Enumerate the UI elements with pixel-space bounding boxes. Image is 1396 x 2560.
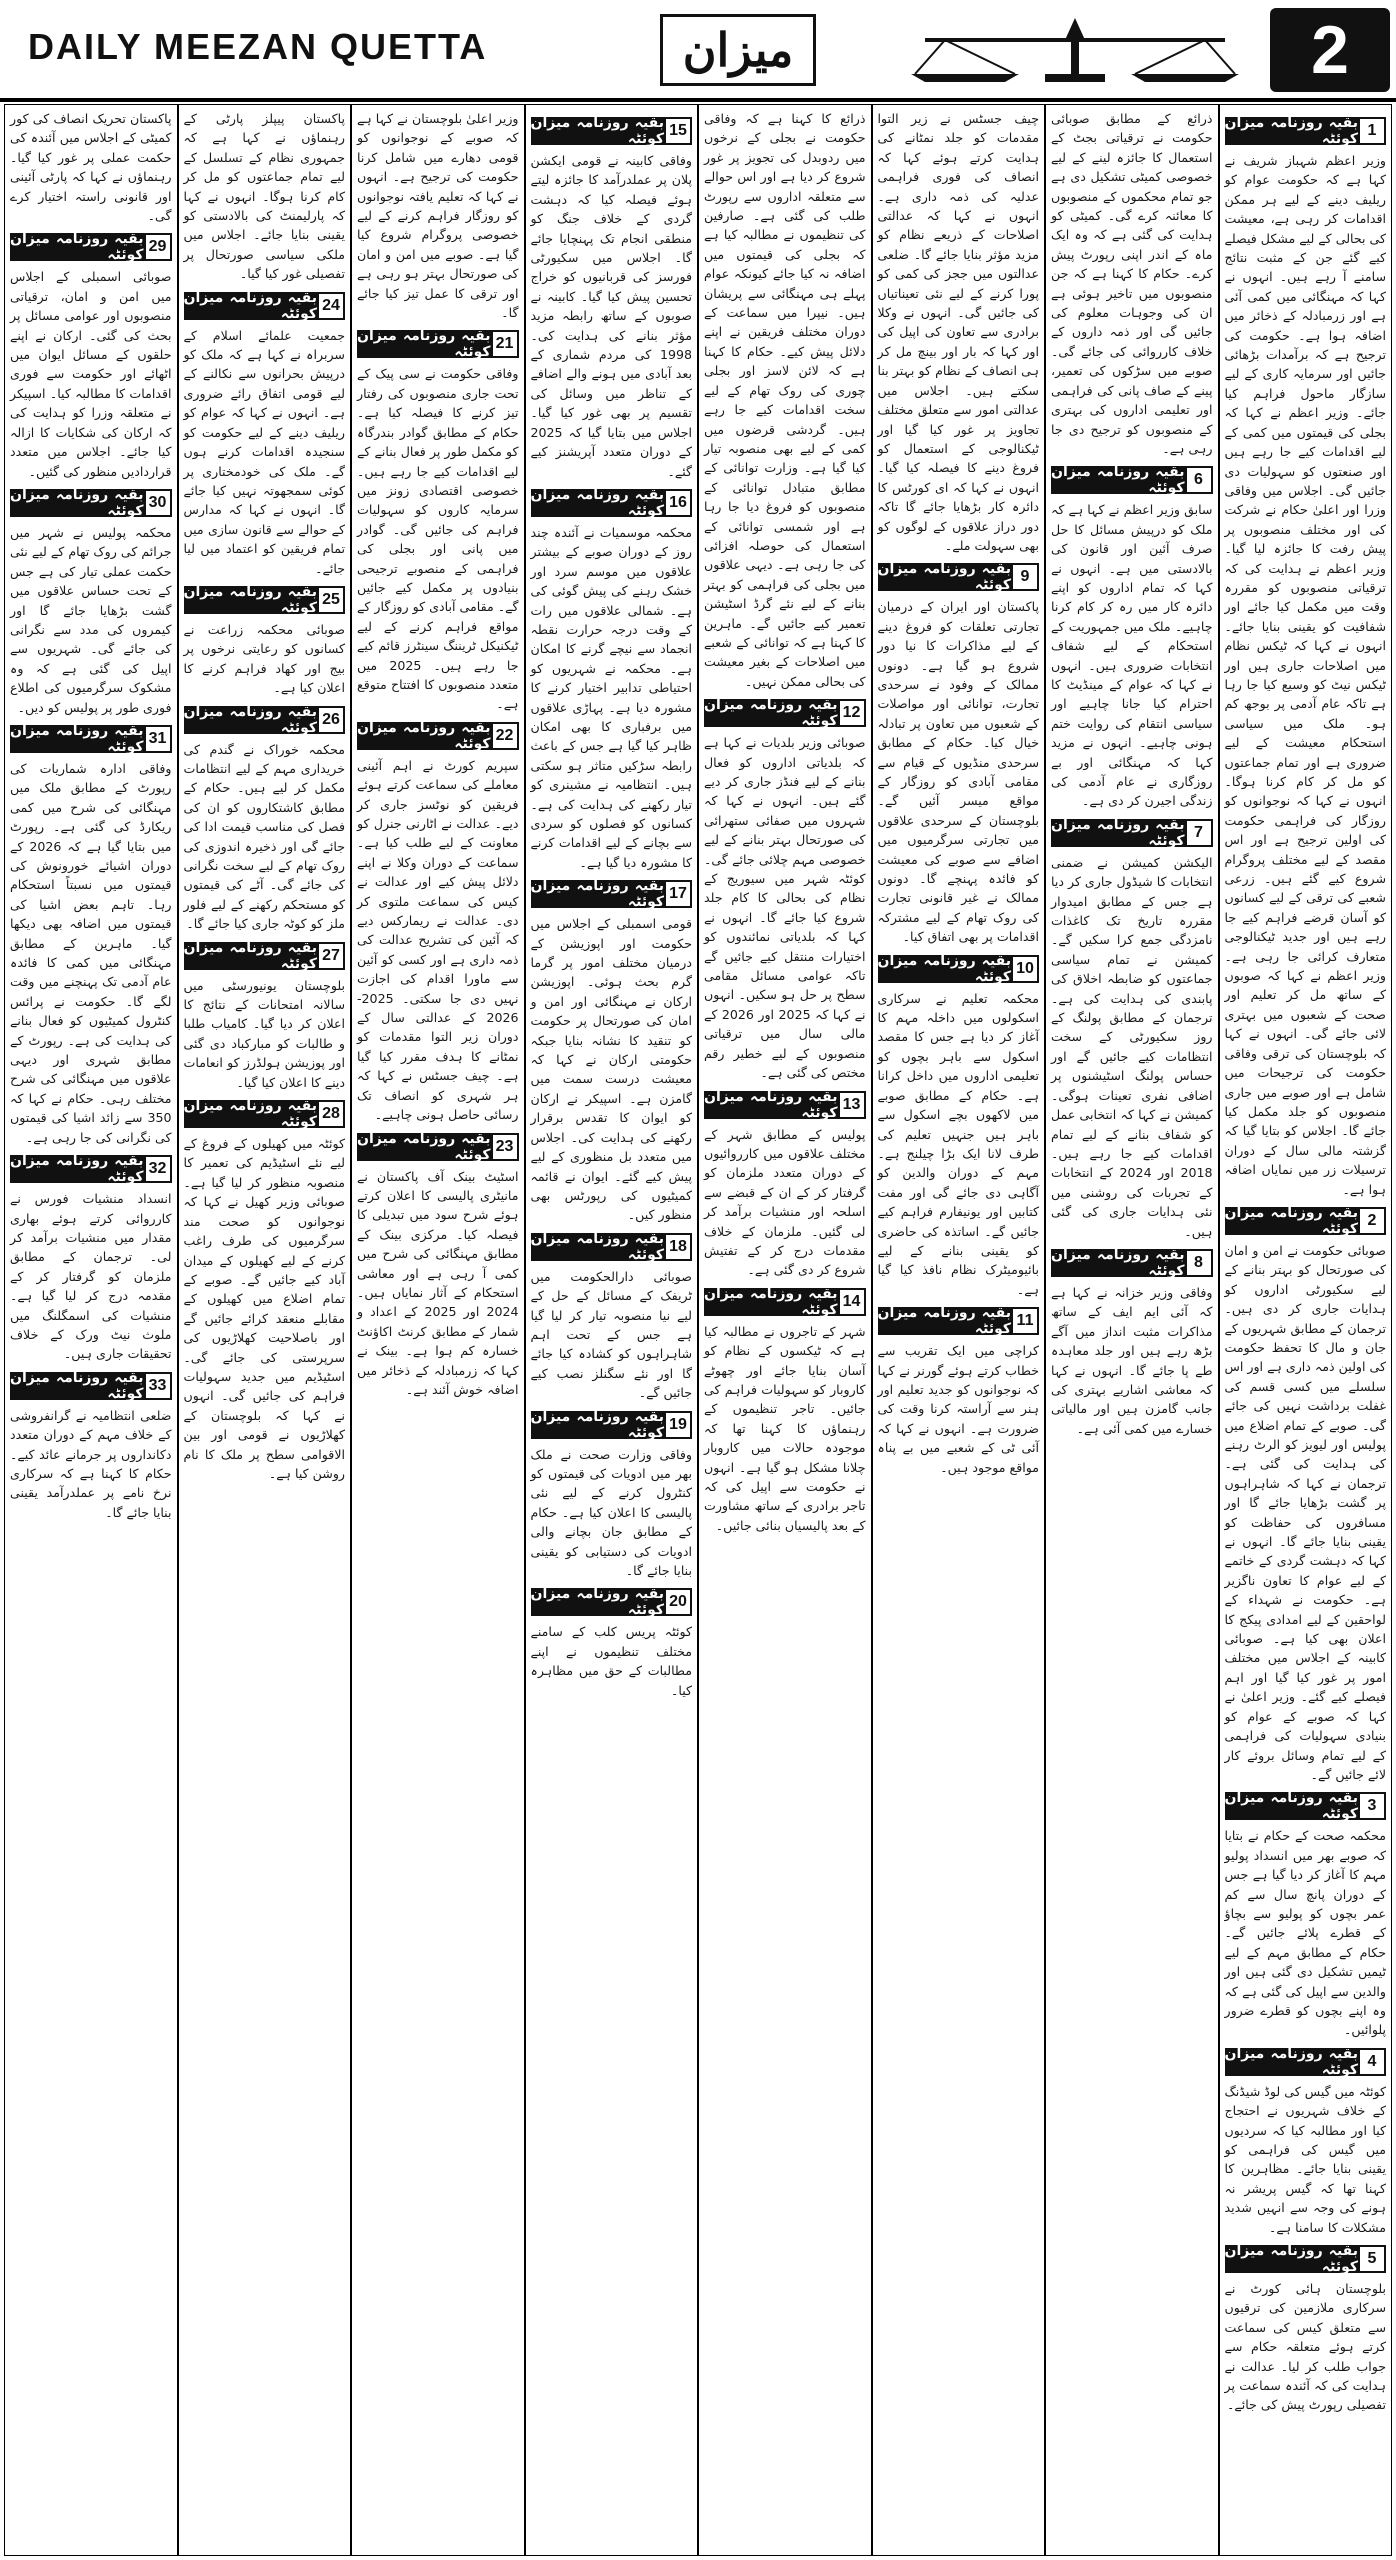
continuation-header — [704, 1285, 866, 1318]
story-number: 16 — [664, 489, 692, 517]
article-text: محکمہ تعلیم نے سرکاری اسکولوں میں داخلہ مہم کا آغاز کر دیا ہے جس کا مقصد اسکول سے باہر بچوں کو تعلیمی اداروں میں داخل کرانا ہے۔ حکام کے مطابق صوبے میں لاکھوں بچے اسکول سے باہر ہیں جنہیں تعلیم کی طرف لانا ایک بڑا چیلنج ہے۔ مہم کے دوران والدین کو آگاہی دی جائے گی اور مفت کتابیں اور یونیفارم فراہم کیے جائیں گے۔ اساتذہ کی حاضری کو یقینی بنانے کے لیے بائیومیٹرک نظام نافذ کیا گیا ہے۔ — [877, 990, 1039, 1297]
continuation-header — [10, 231, 172, 264]
article-text: صوبائی محکمہ زراعت نے کسانوں کو رعایتی نرخوں پر بیج اور کھاد فراہم کرنے کا اعلان کیا ہے۔ — [183, 621, 345, 696]
continuation-label: بقیہ روزنامہ میزان کوئٹہ — [1224, 2243, 1358, 2276]
continuation-label: بقیہ روزنامہ میزان کوئٹہ — [1224, 2045, 1358, 2078]
article-text: پاکستان اور ایران کے درمیان تجارتی تعلقات کو فروغ دینے کے لیے مذاکرات کا نیا دور شروع ہو گیا ہے۔ دونوں ممالک کے وفود نے سرحدی تجارت، توانائی اور مواصلات کے شعبوں میں تعاون پر تبادلہ خیال کیا۔ حکام کے مطابق سرحدی منڈیوں کے قیام سے مقامی آبادی کو روزگار کے مواقع میسر آئیں گے۔ بلوچستان کے سرحدی علاقوں میں تجارتی سرگرمیوں میں اضافے سے صوبے کی معیشت کو فائدہ پہنچے گا۔ دونوں ممالک نے غیر قانونی تجارت کی روک تھام کے لیے مشترکہ اقدامات پر بھی اتفاق کیا۔ — [877, 599, 1039, 945]
continuation-header — [183, 289, 346, 322]
continuation-label: بقیہ روزنامہ میزان کوئٹہ — [357, 328, 491, 361]
story-number: 18 — [664, 1233, 692, 1261]
article-text: محکمہ صحت کے حکام نے بتایا کہ صوبے بھر میں انسداد پولیو مہم کا آغاز کر دیا گیا ہے جس کے دوران پانچ سال سے کم عمر بچوں کو پولیو سے بچاؤ کے قطرے پلائے جائیں گے۔ حکام کے مطابق مہم کے لیے ٹیمیں تشکیل دی گئی ہیں اور والدین سے اپیل کی گئی ہے کہ وہ اپنے بچوں کو قطرے ضرور پلوائیں۔ — [1224, 1828, 1386, 2038]
continuation-label: بقیہ روزنامہ میزان کوئٹہ — [704, 697, 838, 730]
article-text: سپریم کورٹ نے اہم آئینی معاملے کی سماعت کرتے ہوئے فریقین کو نوٹسز جاری کر دیے۔ عدالت نے اٹارنی جنرل کو معاونت کے لیے طلب کیا ہے۔ سماعت کے دوران وکلا نے اپنے دلائل پیش کیے اور عدالت نے کیس کی سماعت ملتوی کر دی۔ عدالت نے ریمارکس دیے کہ آئین کی تشریح عدالت کی ذمہ داری ہے اور کسی کو آئین سے ماورا اقدام کی اجازت نہیں دی جا سکتی۔ 2025-2026 کے عدالتی سال کے دوران زیر التوا مقدمات کو نمٹانے کا ہدف مقرر کیا گیا ہے۔ چیف جسٹس نے کہا کہ ہر شہری کو انصاف تک رسائی حاصل ہونی چاہیے۔ — [357, 757, 519, 1123]
continuation-header — [530, 878, 693, 911]
continuation-header — [1224, 2045, 1387, 2078]
news-column — [1218, 105, 1392, 2555]
story-number: 10 — [1011, 955, 1039, 983]
continuation-label: بقیہ روزنامہ میزان کوئٹہ — [357, 1130, 491, 1163]
continuation-label: بقیہ روزنامہ میزان کوئٹہ — [1224, 115, 1358, 147]
continuation-header — [531, 117, 693, 145]
continuation-header — [1051, 464, 1213, 497]
newspaper-logo — [660, 14, 816, 86]
article-text: صوبائی وزیر بلدیات نے کہا ہے کہ بلدیاتی اداروں کو فعال بنانے کے لیے فنڈز جاری کر دیے گئے ہیں۔ انہوں نے کہا کہ شہروں میں صفائی ستھرائی کی صورتحال بہتر بنانے کے لیے خصوصی مہم چلائی جائے گی۔ کوئٹہ شہر میں سیوریج کے نظام کی بحالی کا کام جلد شروع کیا جائے گا۔ انہوں نے کہا کہ بلدیاتی نمائندوں کو اختیارات منتقل کیے جائیں گے تاکہ عوامی مسائل مقامی سطح پر حل ہو سکیں۔ انہوں نے کہا کہ 2025 اور 2026 کے مالی سال میں ترقیاتی منصوبوں کے لیے خطیر رقم مختص کی گئی ہے۔ — [704, 735, 866, 1081]
logo-text: میزان — [682, 23, 794, 77]
article-text: شہر کے تاجروں نے مطالبہ کیا ہے کہ ٹیکسوں کے نظام کو آسان بنایا جائے اور چھوٹے کاروبار کو سہولیات فراہم کی جائیں۔ تاجر تنظیموں کے رہنماؤں کا کہنا تھا کہ موجودہ حالات میں کاروبار چلانا مشکل ہو گیا ہے۔ انہوں نے حکومت سے اپیل کی کہ تاجر برادری کے ساتھ مشاورت کے بعد پالیسیاں بنائی جائیں۔ — [704, 1323, 866, 1533]
story-number: 21 — [491, 330, 519, 358]
article-text: بلوچستان ہائی کورٹ نے سرکاری ملازمین کی ترقیوں سے متعلق کیس کی سماعت کرتے ہوئے متعلقہ حکام سے جواب طلب کر لیا۔ عدالت نے ہدایت کی کہ آئندہ سماعت پر تفصیلی رپورٹ پیش کی جائے۔ — [1224, 2281, 1386, 2413]
story-number: 2 — [1358, 1207, 1386, 1235]
article-text: ذرائع کا کہنا ہے کہ وفاقی حکومت نے بجلی کے نرخوں میں ردوبدل کی تجویز پر غور شروع کر دیا ہے اور اس حوالے سے متعلقہ اداروں سے رپورٹ طلب کی گئی ہے۔ صارفین کی تنظیموں نے مطالبہ کیا ہے کہ بجلی کی قیمتوں میں اضافہ نہ کیا جائے کیونکہ عوام پہلے ہی مہنگائی سے پریشان ہیں۔ نیپرا میں سماعت کے دوران مختلف فریقین نے اپنے دلائل پیش کیے۔ حکام کا کہنا ہے کہ لائن لاسز اور بجلی چوری کی روک تھام کے لیے سخت اقدامات کیے جا رہے ہیں۔ گردشی قرضوں میں کمی کے لیے بھی منصوبہ تیار کیا گیا ہے۔ وزارت توانائی کے مطابق متبادل توانائی کے منصوبوں کو فروغ دیا جا رہا ہے اور شمسی توانائی کے استعمال کی حوصلہ افزائی کی جا رہی ہے۔ دیہی علاقوں میں بجلی کی فراہمی کو بہتر بنانے کے لیے نئے گرڈ اسٹیشن تعمیر کیے جائیں گے۔ ماہرین کا کہنا ہے کہ توانائی کے شعبے میں اصلاحات کے بغیر معیشت کی بحالی ممکن نہیں۔ — [704, 111, 866, 689]
article-text: وفاقی حکومت نے سی پیک کے تحت جاری منصوبوں کی رفتار تیز کرنے کا فیصلہ کیا ہے۔ حکام کے مطابق گوادر بندرگاہ کو مکمل طور پر فعال بنانے کے لیے اقدامات کیے جا رہے ہیں۔ خصوصی اقتصادی زونز میں سرمایہ کاروں کو سہولیات فراہم کی جائیں گی۔ گوادر میں پانی اور بجلی کی فراہمی کے منصوبے ترجیحی بنیادوں پر مکمل کیے جائیں گے۔ مقامی آبادی کو روزگار کے مواقع فراہم کرنے کے لیے ٹیکنیکل ٹریننگ سینٹرز قائم کیے جا رہے ہیں۔ 2025 میں متعدد منصوبوں کا افتتاح متوقع ہے۔ — [357, 366, 519, 712]
story-number: 29 — [144, 233, 172, 261]
article-text: انسداد منشیات فورس نے کارروائی کرتے ہوئے بھاری مقدار میں منشیات برآمد کر لی۔ ترجمان کے مطابق ملزمان کو گرفتار کر کے مقدمہ درج کر لیا گیا ہے۔ منشیات کی اسمگلنگ میں ملوث نیٹ ورک کے خلاف تحقیقات جاری ہیں۔ — [10, 1191, 172, 1362]
continuation-label: بقیہ روزنامہ میزان کوئٹہ — [530, 1586, 664, 1619]
article-text: وفاقی ادارہ شماریات کی رپورٹ کے مطابق ملک میں مہنگائی کی شرح میں کمی ریکارڈ کی گئی ہے۔ رپورٹ میں بتایا گیا ہے کہ 2026 کے دوران اشیائے خورونوش کی قیمتوں میں نسبتاً استحکام رہا۔ تاہم بعض اشیا کی قیمتوں میں اضافہ بھی دیکھا گیا۔ ماہرین کے مطابق مہنگائی میں کمی کا فائدہ عام آدمی تک پہنچنے میں وقت لگے گا۔ حکومت نے پرائس کنٹرول کمیٹیوں کو فعال بنانے کی ہدایت کی ہے۔ رپورٹ کے مطابق شہری اور دیہی علاقوں میں مہنگائی کی شرح مختلف رہی۔ حکام نے کہا کہ 350 سے زائد اشیا کی قیمتوں کی نگرانی کی جا رہی ہے۔ — [10, 760, 172, 1145]
continuation-header — [357, 328, 519, 361]
masthead — [0, 0, 1396, 102]
article-text: صوبائی دارالحکومت میں ٹریفک کے مسائل کے حل کے لیے نیا منصوبہ تیار کر لیا گیا ہے جس کے تحت اہم شاہراہوں کو کشادہ کیا جائے گا اور نئے سگنلز نصب کیے جائیں گے۔ — [530, 1268, 692, 1401]
continuation-header — [1224, 1790, 1387, 1823]
article-text: پاکستان پیپلز پارٹی کے رہنماؤں نے کہا ہے کہ جمہوری نظام کے تسلسل کے لیے تمام جماعتوں کو مل کر کام کرنا ہوگا۔ انہوں نے کہا کہ پارلیمنٹ کی بالادستی کو یقینی بنایا جائے۔ اجلاس میں ملکی سیاسی صورتحال پر تفصیلی غور کیا گیا۔ — [183, 111, 345, 282]
continuation-header — [1051, 816, 1213, 849]
continuation-header — [704, 1088, 866, 1121]
article-text: محکمہ پولیس نے شہر میں جرائم کی روک تھام کے لیے نئی حکمت عملی تیار کی ہے جس کے تحت حساس علاقوں میں گشت بڑھایا جائے گا اور کیمروں کی مدد سے نگرانی کی جائے گی۔ شہریوں سے اپیل کی گئی ہے کہ وہ مشکوک سرگرمیوں کی اطلاع فوری طور پر پولیس کو دیں۔ — [10, 524, 172, 715]
continuation-label: بقیہ روزنامہ میزان کوئٹہ — [1224, 1204, 1358, 1237]
continuation-label: بقیہ روزنامہ میزان کوئٹہ — [877, 1305, 1011, 1338]
continuation-header — [10, 1369, 172, 1402]
story-number: 19 — [664, 1411, 692, 1439]
article-text: محکمہ خوراک نے گندم کی خریداری مہم کے لیے انتظامات مکمل کر لیے ہیں۔ حکام کے مطابق کاشتکاروں کو ان کی فصل کی مناسب قیمت ادا کی جائے گی اور ذخیرہ اندوزی کی روک تھام کے لیے سخت نگرانی کی جائے گی۔ آٹے کی قیمتوں کو مستحکم رکھنے کے لیے فلور ملز کو کوٹہ جاری کیا جائے گا۔ — [183, 741, 345, 932]
continuation-header — [877, 561, 1040, 594]
article-text: کوئٹہ میں گیس کی لوڈ شیڈنگ کے خلاف شہریوں نے احتجاج کیا اور مطالبہ کیا کہ سردیوں میں گیس کی فراہمی کو یقینی بنایا جائے۔ مظاہرین کا کہنا تھا کہ گیس پریشر نہ ہونے کی وجہ سے انہیں شدید مشکلات کا سامنا ہے۔ — [1224, 2083, 1386, 2235]
continuation-header — [183, 1098, 346, 1131]
page-number-badge — [1270, 8, 1390, 92]
continuation-header — [530, 486, 693, 519]
article-text: پولیس کے مطابق شہر کے مختلف علاقوں میں کارروائیوں کے دوران متعدد ملزمان کو گرفتار کر کے ان کے قبضے سے اسلحہ اور منشیات برآمد کر لی گئیں۔ ملزمان کے خلاف مقدمات درج کر کے تفتیش شروع کر دی گئی ہے۔ — [704, 1126, 866, 1278]
continuation-header — [530, 1586, 693, 1619]
continuation-label: بقیہ روزنامہ میزان کوئٹہ — [704, 1088, 838, 1121]
continuation-header — [530, 1230, 693, 1263]
news-column — [350, 105, 524, 2555]
news-column — [177, 105, 351, 2555]
article-text: سابق وزیر اعظم نے کہا ہے کہ ملک کو درپیش مسائل کا حل صرف آئین اور قانون کی بالادستی میں ہے۔ انہوں نے کہا کہ تمام اداروں کو اپنے دائرہ کار میں رہ کر کام کرنا چاہیے۔ ملک میں جمہوریت کے استحکام کے لیے شفاف انتخابات ضروری ہیں۔ انہوں نے کہا کہ عوام کے مینڈیٹ کا احترام کیا جانا چاہیے اور سیاسی انتقام کی روایت ختم ہونی چاہیے۔ انہوں نے مزید کہا کہ مہنگائی اور بے روزگاری نے عام آدمی کی زندگی اجیرن کر دی ہے۔ — [1051, 502, 1213, 809]
continuation-label: بقیہ روزنامہ میزان کوئٹہ — [10, 1369, 144, 1402]
article-text: کوئٹہ پریس کلب کے سامنے مختلف تنظیموں نے اپنے مطالبات کے حق میں مظاہرہ کیا۔ — [530, 1624, 692, 1698]
article-text: ضلعی انتظامیہ نے گرانفروشی کے خلاف مہم کے دوران متعدد دکانداروں پر جرمانے عائد کیے۔ حکام کا کہنا ہے کہ سرکاری نرخ نامے پر عملدرآمد یقینی بنایا جائے گا۔ — [10, 1407, 172, 1520]
story-number: 26 — [317, 706, 345, 734]
news-column — [697, 105, 871, 2555]
news-column — [871, 105, 1045, 2555]
continuation-header — [1224, 2243, 1387, 2276]
article-text: ذرائع کے مطابق صوبائی حکومت نے ترقیاتی بجٹ کے استعمال کا جائزہ لینے کے لیے خصوصی کمیٹی تشکیل دی ہے جو تمام محکموں کے منصوبوں کا معائنہ کرے گی۔ کمیٹی کو ہدایت کی گئی ہے کہ وہ ایک ماہ کے اندر اپنی رپورٹ پیش کرے۔ حکام کا کہنا ہے کہ جن منصوبوں میں تاخیر ہوئی ہے ان کی وجوہات معلوم کی جائیں گی اور ذمہ داروں کے خلاف کارروائی کی جائے گی۔ صوبے میں سڑکوں کی تعمیر، پینے کے صاف پانی کی فراہمی اور تعلیمی اداروں کی بہتری کے منصوبوں کو ترجیح دی جا رہی ہے۔ — [1051, 111, 1213, 456]
story-number: 20 — [664, 1588, 692, 1616]
news-column — [1044, 105, 1218, 2555]
continuation-header — [877, 952, 1040, 985]
continuation-label: بقیہ روزنامہ میزان کوئٹہ — [1224, 1790, 1358, 1823]
continuation-label: بقیہ روزنامہ میزان کوئٹہ — [530, 878, 664, 911]
article-text: قومی اسمبلی کے اجلاس میں حکومت اور اپوزیشن کے درمیان مختلف امور پر گرما گرم بحث ہوئی۔ اپوزیشن ارکان نے مہنگائی اور امن و امان کی صورتحال پر حکومت کو تنقید کا نشانہ بنایا جبکہ حکومتی ارکان نے کہا کہ معیشت درست سمت میں گامزن ہے۔ اسپیکر نے ارکان کو ایوان کا تقدس برقرار رکھنے کی ہدایت کی۔ اجلاس میں متعدد بل منظوری کے لیے پیش کیے گئے۔ ایوان نے قائمہ کمیٹیوں کی رپورٹس بھی منظور کیں۔ — [530, 916, 692, 1223]
continuation-header — [10, 722, 172, 755]
continuation-label: بقیہ روزنامہ میزان کوئٹہ — [183, 703, 317, 736]
continuation-label: بقیہ روزنامہ میزان کوئٹہ — [183, 939, 317, 972]
continuation-label: بقیہ روزنامہ میزان کوئٹہ — [1051, 464, 1185, 497]
story-number: 7 — [1185, 819, 1213, 847]
story-number: 4 — [1358, 2048, 1386, 2076]
story-number: 25 — [317, 586, 345, 614]
continuation-label: بقیہ روزنامہ میزان کوئٹہ — [877, 952, 1011, 985]
story-number: 6 — [1185, 466, 1213, 494]
news-column — [5, 105, 177, 2555]
continuation-label: بقیہ روزنامہ میزان کوئٹہ — [1051, 816, 1185, 849]
continuation-header — [10, 1153, 172, 1186]
article-text: کوئٹہ میں کھیلوں کے فروغ کے لیے نئے اسٹیڈیم کی تعمیر کا منصوبہ منظور کر لیا گیا ہے۔ صوبائی وزیر کھیل نے کہا کہ نوجوانوں کو صحت مند سرگرمیوں کی طرف راغب کرنے کے لیے کھیلوں کے میدان آباد کیے جائیں گے۔ صوبے کے تمام اضلاع میں کھیلوں کے مقابلے منعقد کرائے جائیں گے اور باصلاحیت کھلاڑیوں کی سرپرستی کی جائے گی۔ اسٹیڈیم میں جدید سہولیات فراہم کی جائیں گی۔ انہوں نے کہا کہ بلوچستان کے کھلاڑیوں نے قومی اور بین الاقوامی سطح پر ملک کا نام روشن کیا ہے۔ — [183, 1136, 345, 1481]
story-number: 22 — [491, 722, 519, 750]
article-text: صوبائی حکومت نے امن و امان کی صورتحال کو بہتر بنانے کے لیے سکیورٹی اداروں کو ہدایات جاری کر دی ہیں۔ ترجمان کے مطابق شہریوں کے جان و مال کا تحفظ حکومت کی اولین ذمہ داری ہے اور اس سلسلے میں کسی قسم کی غفلت برداشت نہیں کی جائے گی۔ صوبے کے تمام اضلاع میں پولیس اور لیویز کو الرٹ رہنے کی ہدایت کی گئی ہے۔ ترجمان نے کہا کہ شاہراہوں پر گشت بڑھایا جائے گا اور مسافروں کی حفاظت کو یقینی بنایا جائے گا۔ انہوں نے کہا کہ دہشت گردی کے خاتمے کے لیے عوام کا تعاون ناگزیر ہے۔ حکومت نے شہداء کے لواحقین کے لیے امدادی پیکج کا اعلان بھی کیا ہے۔ صوبائی کابینہ کے اجلاس میں مختلف امور پر غور کیا گیا اور اہم فیصلے کیے گئے۔ وزیر اعلیٰ نے کہا کہ صوبے کے عوام کو بنیادی سہولیات کی فراہمی کے لیے تمام وسائل بروئے کار لائے جائیں گے۔ — [1224, 1242, 1386, 1782]
news-columns — [4, 104, 1392, 2556]
story-number: 33 — [144, 1372, 172, 1400]
story-number: 5 — [1358, 2245, 1386, 2273]
story-number: 1 — [1358, 117, 1386, 145]
story-number: 17 — [664, 880, 692, 908]
continuation-header — [1051, 1246, 1213, 1279]
story-number: 27 — [317, 942, 345, 970]
continuation-header — [877, 1305, 1040, 1338]
continuation-header — [183, 703, 346, 736]
balance-scale-icon — [905, 12, 1245, 88]
continuation-header — [1224, 1204, 1387, 1237]
story-number: 28 — [317, 1100, 345, 1128]
story-number: 11 — [1011, 1307, 1039, 1335]
story-number: 13 — [838, 1091, 866, 1119]
continuation-label: بقیہ روزنامہ میزان کوئٹہ — [10, 722, 144, 755]
story-number: 32 — [144, 1155, 172, 1183]
continuation-label: بقیہ روزنامہ میزان کوئٹہ — [10, 486, 144, 519]
continuation-header — [530, 1408, 693, 1441]
news-column — [524, 105, 698, 2555]
article-text: الیکشن کمیشن نے ضمنی انتخابات کا شیڈول جاری کر دیا ہے جس کے مطابق امیدوار مقررہ تاریخ تک کاغذات نامزدگی جمع کرا سکیں گے۔ کمیشن نے تمام سیاسی جماعتوں کو ضابطہ اخلاق کی پابندی کی ہدایت کی ہے۔ ترجمان کے مطابق پولنگ کے روز سکیورٹی کے سخت انتظامات کیے جائیں گے اور حساس پولنگ اسٹیشنوں پر اضافی نفری تعینات ہوگی۔ کمیشن نے کہا کہ انتخابی عمل کو شفاف بنانے کے لیے تمام اقدامات کیے جا رہے ہیں۔ 2018 اور 2024 کے انتخابات کے تجربات کی روشنی میں نئی ہدایات جاری کی گئی ہیں۔ — [1051, 854, 1213, 1239]
story-number: 14 — [838, 1288, 866, 1316]
story-number: 24 — [317, 292, 345, 320]
newspaper-title: DAILY MEEZAN QUETTA — [28, 26, 488, 67]
continuation-header — [357, 719, 519, 752]
article-text: بلوچستان یونیورسٹی میں سالانہ امتحانات کے نتائج کا اعلان کر دیا گیا۔ کامیاب طلبا و طالبات کو مبارکباد دی گئی اور پوزیشن ہولڈرز کو انعامات دینے کا اعلان کیا گیا۔ — [183, 977, 345, 1090]
story-number: 8 — [1185, 1249, 1213, 1277]
continuation-label: بقیہ روزنامہ میزان کوئٹہ — [183, 1098, 317, 1131]
story-number: 15 — [664, 117, 692, 145]
continuation-label: بقیہ روزنامہ میزان کوئٹہ — [10, 231, 144, 264]
continuation-header — [183, 583, 346, 616]
article-text: پاکستان تحریک انصاف کی کور کمیٹی کے اجلاس میں آئندہ کی حکمت عملی پر غور کیا گیا۔ رہنماؤں نے کہا کہ پارٹی آئینی اور قانونی راستہ اختیار کرے گی۔ — [10, 111, 172, 224]
article-text: وزیر اعظم شہباز شریف نے کہا ہے کہ حکومت عوام کو ریلیف دینے کے لیے ہر ممکن اقدامات کر رہی ہے، معیشت کی بحالی کے لیے مشکل فیصلے کیے گئے جن کے مثبت نتائج سامنے آ رہے ہیں۔ انہوں نے کہا کہ مہنگائی میں کمی آئی ہے اور زرمبادلہ کے ذخائر میں اضافہ ہوا ہے۔ حکومت کی ترجیح ہے کہ برآمدات بڑھائی جائیں اور سرمایہ کاری کے لیے سازگار ماحول فراہم کیا جائے۔ وزیر اعظم نے کہا کہ بجلی کی قیمتوں میں کمی کے لیے اقدامات کیے جا رہے ہیں اور صنعتوں کو سہولیات دی جائیں گی۔ اجلاس میں وفاقی وزرا اور اعلیٰ حکام نے شرکت کی اور مختلف منصوبوں پر پیش رفت کا جائزہ لیا گیا۔ وزیر اعظم نے ہدایت کی کہ ترقیاتی منصوبوں کو مقررہ وقت میں مکمل کیا جائے اور شفافیت کو یقینی بنایا جائے۔ انہوں نے کہا کہ ٹیکس نظام میں اصلاحات جاری ہیں اور ٹیکس نیٹ کو وسیع کیا جا رہا ہے تاکہ عام آدمی پر بوجھ کم ہو۔ ملک میں سیاسی استحکام معیشت کے لیے ضروری ہے اور تمام جماعتوں کو مل کر کام کرنا ہوگا۔ انہوں نے کہا کہ نوجوانوں کو روزگار کی فراہمی حکومت کی اولین ترجیح ہے اور اس مقصد کے لیے مختلف پروگرام شروع کیے گئے ہیں۔ زرعی شعبے کی ترقی کے لیے کسانوں کو آسان قرضے فراہم کیے جا رہے ہیں اور جدید ٹیکنالوجی متعارف کرائی جا رہی ہے۔ وزیر اعظم نے کہا کہ صوبوں کے ساتھ مل کر تعلیم اور صحت کے شعبوں میں بہتری لائی جائے گی۔ انہوں نے کہا کہ بلوچستان کی ترقی وفاقی حکومت کی ترجیحات میں شامل ہے اور صوبے میں جاری منصوبوں کو جلد مکمل کیا جائے گا۔ اجلاس کو بتایا گیا کہ گزشتہ مالی سال کے دوران ترسیلات زر میں نمایاں اضافہ ہوا ہے۔ — [1224, 153, 1386, 1197]
article-text: صوبائی اسمبلی کے اجلاس میں امن و امان، ترقیاتی منصوبوں اور عوامی مسائل پر بحث کی گئی۔ ارکان نے اپنے حلقوں کے مسائل ایوان میں اٹھائے اور حکومت سے فوری اقدامات کا مطالبہ کیا۔ اسپیکر نے متعلقہ وزرا کو ہدایت کی کہ ارکان کی شکایات کا ازالہ کیا جائے۔ اجلاس میں متعدد قراردادیں منظور کی گئیں۔ — [10, 269, 172, 479]
story-number: 23 — [491, 1133, 519, 1161]
continuation-label: بقیہ روزنامہ میزان کوئٹہ — [183, 289, 317, 322]
article-text: جمعیت علمائے اسلام کے سربراہ نے کہا ہے کہ ملک کو درپیش بحرانوں سے نکالنے کے لیے قومی اتفاق رائے ضروری ہے۔ انہوں نے کہا کہ عوام کو ریلیف دینے کے لیے حکومت کو سنجیدہ اقدامات کرنے ہوں گے۔ ملک کی خودمختاری پر کوئی سمجھوتہ نہیں کیا جائے گا۔ انہوں نے کہا کہ مدارس کے حوالے سے قانون سازی میں تمام فریقین کو اعتماد میں لیا جائے۔ — [183, 327, 345, 576]
continuation-header — [357, 1130, 519, 1163]
article-text: اسٹیٹ بینک آف پاکستان نے مانیٹری پالیسی کا اعلان کرتے ہوئے شرح سود میں تبدیلی کا فیصلہ کیا۔ مرکزی بینک کے مطابق مہنگائی کی شرح میں کمی آ رہی ہے اور معاشی استحکام کے آثار نمایاں ہیں۔ 2024 اور 2025 کے اعداد و شمار کے مطابق کرنٹ اکاؤنٹ خسارہ کم ہوا ہے۔ بینک نے کہا کہ زرمبادلہ کے ذخائر میں اضافہ خوش آئند ہے۔ — [357, 1168, 519, 1397]
continuation-label: بقیہ روزنامہ میزان کوئٹہ — [1051, 1246, 1185, 1279]
story-number: 9 — [1011, 563, 1039, 591]
continuation-header — [10, 486, 172, 519]
continuation-label: بقیہ روزنامہ میزان کوئٹہ — [704, 1285, 838, 1318]
page-number: 2 — [1311, 12, 1349, 88]
article-text: چیف جسٹس نے زیر التوا مقدمات کو جلد نمٹانے کی ہدایت کرتے ہوئے کہا کہ انصاف کی فوری فراہمی عدلیہ کی ذمہ داری ہے۔ انہوں نے کہا کہ عدالتی اصلاحات کے ذریعے نظام کو مزید مؤثر بنایا جائے گا۔ ضلعی عدالتوں میں ججز کی کمی کو پورا کرنے کے لیے نئی تعیناتیاں کی جائیں گی۔ انہوں نے وکلا برادری سے تعاون کی اپیل کی اور کہا کہ بار اور بینچ مل کر ہی انصاف کے نظام کو بہتر بنا سکتے ہیں۔ اجلاس میں عدالتی امور سے متعلق مختلف تجاویز پر غور کیا گیا اور ٹیکنالوجی کے استعمال کو فروغ دینے کا فیصلہ کیا گیا۔ انہوں نے کہا کہ ای کورٹس کا دائرہ کار بڑھایا جائے گا تاکہ دور دراز علاقوں کے لوگوں کو بھی سہولت ملے۔ — [877, 111, 1039, 553]
article-text: وفاقی وزیر خزانہ نے کہا ہے کہ آئی ایم ایف کے ساتھ مذاکرات مثبت انداز میں آگے بڑھ رہے ہیں اور جلد معاہدہ طے پا جائے گا۔ انہوں نے کہا کہ معاشی اشاریے بہتری کی جانب گامزن ہیں اور مالیاتی خسارے میں کمی آئی ہے۔ — [1051, 1284, 1213, 1436]
continuation-label: بقیہ روزنامہ میزان کوئٹہ — [10, 1153, 144, 1186]
continuation-label: بقیہ روزنامہ میزان کوئٹہ — [530, 486, 664, 519]
continuation-header — [183, 939, 346, 972]
article-text: وفاقی وزارت صحت نے ملک بھر میں ادویات کی قیمتوں کو کنٹرول کرنے کے لیے نئی پالیسی کا اعلان کیا ہے۔ حکام کے مطابق جان بچانے والی ادویات کی دستیابی کو یقینی بنایا جائے گا۔ — [530, 1446, 692, 1578]
continuation-label: بقیہ روزنامہ میزان کوئٹہ — [357, 719, 491, 752]
article-text: وفاقی کابینہ نے قومی ایکشن پلان پر عملدرآمد کا جائزہ لیتے ہوئے فیصلہ کیا کہ دہشت گردی کے خلاف جنگ کو منطقی انجام تک پہنچایا جائے گا۔ اجلاس میں سکیورٹی فورسز کی قربانیوں کو خراج تحسین پیش کیا گیا۔ کابینہ نے صوبوں کے ساتھ رابطہ مزید مؤثر بنانے کی ہدایت کی۔ 1998 کی مردم شماری کے بعد آبادی میں ہونے والے اضافے کے تناظر میں وسائل کی تقسیم پر بھی غور کیا گیا۔ اجلاس میں بتایا گیا کہ 2025 کے دوران متعدد آپریشنز کیے گئے۔ — [530, 153, 692, 479]
continuation-header — [704, 697, 866, 730]
continuation-label: بقیہ روزنامہ میزان کوئٹہ — [530, 1408, 664, 1441]
continuation-label: بقیہ روزنامہ میزان کوئٹہ — [530, 115, 664, 147]
story-number: 31 — [144, 725, 172, 753]
story-number: 30 — [144, 489, 172, 517]
article-text: وزیر اعلیٰ بلوچستان نے کہا ہے کہ صوبے کے نوجوانوں کو قومی دھارے میں شامل کرنا حکومت کی ترجیح ہے۔ انہوں نے کہا کہ تعلیم یافتہ نوجوانوں کو روزگار فراہم کرنے کے لیے خصوصی پروگرام شروع کیا گیا ہے۔ صوبے میں امن و امان کی صورتحال بہتر ہو رہی ہے اور ترقی کا عمل تیز کیا جائے گا۔ — [357, 111, 519, 321]
story-number: 3 — [1358, 1792, 1386, 1820]
continuation-label: بقیہ روزنامہ میزان کوئٹہ — [183, 583, 317, 616]
story-number: 12 — [838, 699, 866, 727]
continuation-header — [1225, 117, 1387, 145]
continuation-label: بقیہ روزنامہ میزان کوئٹہ — [530, 1230, 664, 1263]
article-text: کراچی میں ایک تقریب سے خطاب کرتے ہوئے گورنر نے کہا کہ نوجوانوں کو جدید تعلیم اور ہنر سے آراستہ کرنا وقت کی ضرورت ہے۔ انہوں نے کہا کہ آئی ٹی کے شعبے میں بے پناہ مواقع موجود ہیں۔ — [877, 1343, 1039, 1475]
article-text: محکمہ موسمیات نے آئندہ چند روز کے دوران صوبے کے بیشتر علاقوں میں موسم سرد اور خشک رہنے کی پیش گوئی کی ہے۔ شمالی علاقوں میں رات کے وقت درجہ حرارت نقطہ انجماد سے نیچے گرنے کا امکان ہے۔ محکمہ نے شہریوں کو احتیاطی تدابیر اختیار کرنے کا مشورہ دیا ہے۔ پہاڑی علاقوں میں برفباری کا بھی امکان ظاہر کیا گیا ہے جس کے باعث رابطہ سڑکیں متاثر ہو سکتی ہیں۔ انتظامیہ نے مشینری کو تیار رکھنے کی ہدایت کی ہے۔ کسانوں کو فصلوں کو سردی سے بچانے کے لیے اقدامات کرنے کا مشورہ دیا گیا ہے۔ — [530, 524, 692, 870]
continuation-label: بقیہ روزنامہ میزان کوئٹہ — [877, 561, 1011, 594]
